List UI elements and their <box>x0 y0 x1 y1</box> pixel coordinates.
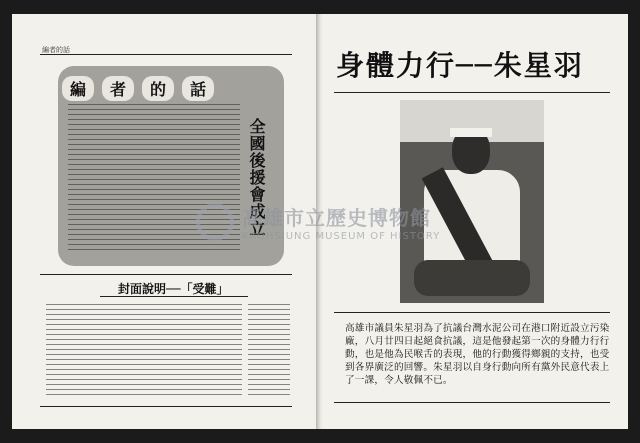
headband <box>450 128 492 137</box>
caption-top-rule <box>334 312 610 313</box>
cover-description-title: 封面說明──「受難」 <box>118 282 229 296</box>
museum-logo-icon <box>196 203 234 241</box>
footer-rule <box>40 406 292 407</box>
article-title: 身體力行──朱星羽 <box>336 49 584 82</box>
watermark-english: KAOHSIUNG MUSEUM OF HISTORY <box>242 231 441 242</box>
title-char: 者 <box>102 76 134 101</box>
header-rule <box>40 54 292 55</box>
museum-watermark <box>196 202 440 242</box>
cover-title-underline <box>100 296 248 297</box>
cover-text-block <box>46 304 242 398</box>
caption-bottom-rule <box>334 402 610 403</box>
title-rule <box>334 92 610 93</box>
editor-note-title <box>58 76 218 101</box>
person-legs <box>414 260 530 296</box>
section-rule <box>40 274 292 275</box>
running-header: 編者的話 <box>42 46 70 54</box>
watermark-chinese: 高雄市立歷史博物館 <box>242 206 431 230</box>
title-char: 話 <box>182 76 214 101</box>
vertical-heading: 全國後援會成立 <box>247 118 266 237</box>
photo-caption: 高雄市議員朱星羽為了抗議台灣水泥公司在港口附近設立污染廠，八月廿四日起絕食抗議，這是他發起第一次的身體力行行動，也是他為民喉舌的表現，他的行動獲得鄉親的支持，也受到各界廣泛的回響。朱星羽以自身行動向所有黨外民意代表上了一課，令人敬佩不已。 <box>345 323 610 386</box>
cover-text-column <box>248 304 290 398</box>
title-char: 編 <box>62 76 94 101</box>
title-char: 的 <box>142 76 174 101</box>
